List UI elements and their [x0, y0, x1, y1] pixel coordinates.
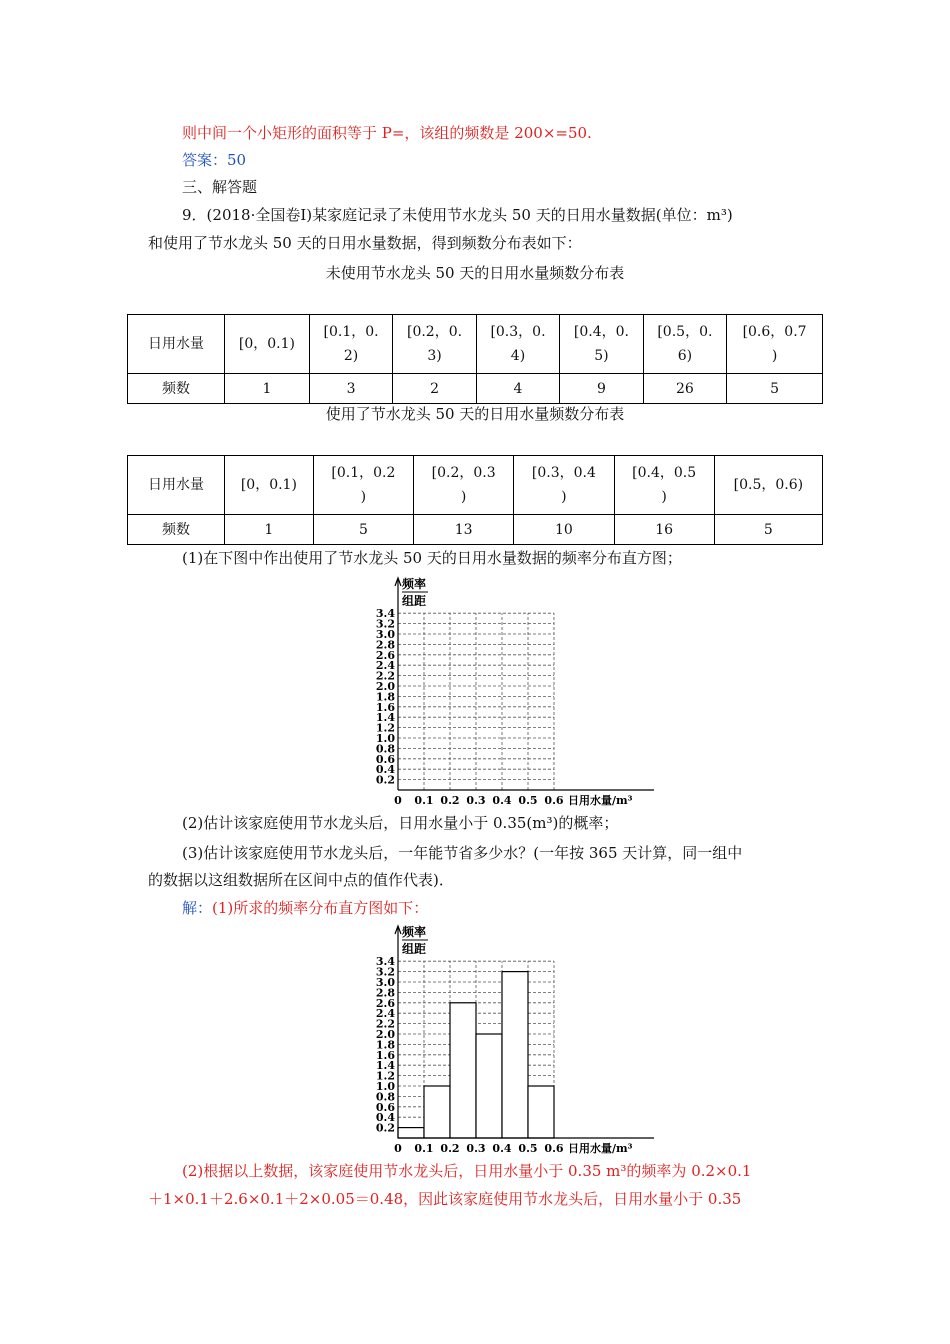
y-axis-label-denominator: 组距 [402, 594, 427, 608]
table1-interval-text: ) [771, 348, 778, 364]
table1-count-5: 26 [643, 374, 726, 404]
table-used-faucet [127, 455, 823, 545]
table1-count-0: 1 [225, 374, 310, 404]
x-tick-label: 0.4 [492, 1142, 512, 1155]
table2-count-2: 13 [414, 515, 514, 545]
table2-interval-3 [514, 456, 614, 515]
x-tick-label: 0.5 [518, 794, 538, 807]
x-tick-label: 0.1 [414, 1142, 434, 1155]
table2-count-0: 1 [225, 515, 314, 545]
y-tick-label: 1.2 [375, 721, 395, 735]
histogram-bar [424, 1086, 450, 1138]
table1-title: 未使用节水龙头 50 天的日用水量频数分布表 [325, 264, 625, 282]
prev-answer: 答案：50 [182, 151, 247, 169]
table1-count-4: 9 [560, 374, 643, 404]
y-tick-label: 1.0 [375, 732, 395, 745]
question-3-line2: 的数据以这组数据所在区间中点的值作代表)． [148, 871, 454, 889]
solution-part2-line2: ＋1×0.1＋2.6×0.1＋2×0.05＝0.48，因此该家庭使用节水龙头后，日用水量小于 0.35 [148, 1190, 742, 1208]
table2-interval-text: [0.2，0.3 [431, 465, 496, 481]
y-tick-label: 0.8 [375, 742, 395, 756]
y-tick-label: 2.4 [375, 659, 395, 673]
table2-interval-5 [714, 456, 822, 515]
table1-interval-0 [225, 315, 310, 374]
table1-count-3: 4 [476, 374, 559, 404]
table1-interval-1 [309, 315, 392, 374]
y-tick-label: 2.8 [375, 986, 395, 1000]
histogram-bar [476, 1034, 502, 1138]
x-tick-label: 0.5 [518, 1142, 538, 1155]
section-title: 三、解答题 [182, 178, 258, 196]
y-tick-label: 0.8 [375, 1090, 395, 1104]
table2-count-5: 5 [714, 515, 822, 545]
y-tick-label: 1.4 [375, 711, 395, 725]
table1-interval-text: [0.4，0. [573, 324, 629, 340]
solution-part1: (1)所求的频率分布直方图如下： [212, 899, 429, 917]
problem-9-line2: 和使用了节水龙头 50 天的日用水量数据，得到频数分布表如下： [148, 234, 582, 252]
x-tick-label: 0.6 [544, 794, 564, 807]
table2-interval-text: ) [561, 489, 567, 505]
y-tick-label: 1.4 [375, 1059, 395, 1073]
y-tick-label: 3.4 [375, 955, 395, 969]
y-tick-label: 2.4 [375, 1007, 395, 1021]
table1-interval-text: [0.1，0. [323, 324, 379, 340]
table1-count-6: 5 [727, 374, 823, 404]
y-tick-label: 1.8 [375, 690, 395, 704]
table1-interval-5 [643, 315, 726, 374]
table2-interval-text: ) [661, 489, 667, 505]
table2-count-4: 16 [614, 515, 714, 545]
y-tick-label: 3.2 [375, 617, 395, 631]
table2-interval-2 [414, 456, 514, 515]
frequency-histogram [355, 920, 655, 1158]
x-tick-label: 0.2 [440, 794, 460, 807]
y-tick-label: 0.4 [375, 763, 395, 777]
y-tick-label: 0.6 [375, 1100, 395, 1114]
table2-interval-text: ) [460, 489, 467, 505]
table2-interval-text: [0.4，0.5 [632, 465, 697, 481]
table2-interval-4 [614, 456, 714, 515]
y-tick-label: 1.2 [375, 1069, 395, 1083]
y-tick-label: 1.0 [375, 1080, 395, 1093]
table2-interval-text: ) [360, 489, 367, 505]
y-tick-label: 1.6 [375, 1048, 395, 1062]
x-tick-label: 0.2 [440, 1142, 460, 1155]
x-tick-label: 0.3 [466, 794, 486, 807]
table2-interval-text: [0.3，0.4 [531, 465, 596, 481]
question-1: (1)在下图中作出使用了节水龙头 50 天的日用水量数据的频率分布直方图； [182, 549, 682, 567]
y-axis-label-numerator: 频率 [402, 925, 427, 939]
histogram-bar [450, 1003, 476, 1138]
y-tick-label: 1.8 [375, 1038, 395, 1052]
table1-interval-text: [0，0.1) [238, 336, 295, 352]
table1-interval-text: [0.6，0.7 [742, 324, 807, 340]
solution-part2-line1: (2)根据以上数据，该家庭使用节水龙头后，日用水量小于 0.35 m³的频率为 0.2×0.1 [182, 1162, 752, 1180]
table1-interval-text: 3) [427, 348, 442, 364]
table1-count-1: 3 [309, 374, 392, 404]
x-tick-label: 0.6 [544, 1142, 564, 1155]
x-axis-label: 日用水量/m³ [568, 794, 633, 807]
y-tick-label: 2.6 [375, 996, 395, 1010]
x-tick-label: 0 [394, 1142, 402, 1155]
y-tick-label: 3.0 [375, 976, 395, 989]
y-tick-label: 0.2 [375, 1121, 395, 1135]
y-axis-label-denominator: 组距 [402, 942, 427, 956]
y-tick-label: 2.2 [375, 1017, 395, 1031]
table2-interval-text: [0，0.1) [240, 477, 297, 493]
table1-interval-4 [560, 315, 643, 374]
table2-interval-0 [225, 456, 314, 515]
table1-interval-text: [0.5，0. [657, 324, 713, 340]
histogram-bar [398, 1128, 424, 1138]
table1-interval-2 [393, 315, 476, 374]
histogram-bar [502, 972, 528, 1138]
table1-interval-text: 5) [594, 348, 609, 364]
y-tick-label: 2.0 [375, 1028, 395, 1041]
table1-interval-text: 4) [510, 348, 526, 364]
table2-interval-1 [313, 456, 413, 515]
table2-count-3: 10 [514, 515, 614, 545]
x-tick-label: 0.4 [492, 794, 512, 807]
x-tick-label: 0.3 [466, 1142, 486, 1155]
y-tick-label: 2.8 [375, 638, 395, 652]
solution-intro [182, 898, 428, 918]
x-tick-label: 0 [394, 794, 402, 807]
table1-row2-label: 频数 [128, 374, 225, 404]
histogram-bar [528, 1086, 554, 1138]
table2-interval-text: [0.1，0.2 [331, 465, 396, 481]
y-tick-label: 0.4 [375, 1111, 395, 1125]
y-tick-label: 1.6 [375, 700, 395, 714]
x-tick-label: 0.1 [414, 794, 434, 807]
problem-9-line1: 9．(2018·全国卷Ⅰ)某家庭记录了未使用节水龙头 50 天的日用水量数据(单位：m³) [182, 206, 733, 224]
y-tick-label: 2.2 [375, 669, 395, 683]
solution-label: 解： [182, 899, 213, 917]
table1-row1-label: 日用水量 [128, 315, 225, 374]
question-3-line1: (3)估计该家庭使用节水龙头后，一年能节省多少水？(一年按 365 天计算，同一组中 [182, 844, 743, 862]
table2-title: 使用了节水龙头 50 天的日用水量频数分布表 [325, 405, 625, 423]
table1-interval-text: 6) [677, 348, 693, 364]
table2-count-1: 5 [313, 515, 413, 545]
y-axis-label-numerator: 频率 [402, 577, 427, 591]
x-axis-label: 日用水量/m³ [568, 1142, 633, 1155]
y-tick-label: 2.6 [375, 648, 395, 662]
table1-interval-text: [0.2，0. [406, 324, 463, 340]
table2-row1-label: 日用水量 [128, 456, 225, 515]
empty-histogram-grid [355, 572, 655, 810]
y-tick-label: 3.4 [375, 607, 395, 621]
question-2: (2)估计该家庭使用节水龙头后，日用水量小于 0.35(m³)的概率； [182, 814, 619, 832]
table1-interval-text: [0.3，0. [490, 324, 546, 340]
y-tick-label: 3.2 [375, 965, 395, 979]
table1-interval-text: 2) [343, 348, 359, 364]
y-tick-label: 0.2 [375, 773, 395, 787]
y-tick-label: 2.0 [375, 680, 395, 693]
table-unused-faucet [127, 314, 823, 404]
y-tick-label: 3.0 [375, 628, 395, 641]
y-tick-label: 0.6 [375, 752, 395, 766]
table1-interval-3 [476, 315, 559, 374]
table1-count-2: 2 [393, 374, 476, 404]
prev-solution-line: 则中间一个小矩形的面积等于 P=，该组的频数是 200×=50. [182, 124, 592, 142]
table2-row2-label: 频数 [128, 515, 225, 545]
table1-interval-6 [727, 315, 823, 374]
table2-interval-text: [0.5，0.6) [733, 477, 804, 493]
